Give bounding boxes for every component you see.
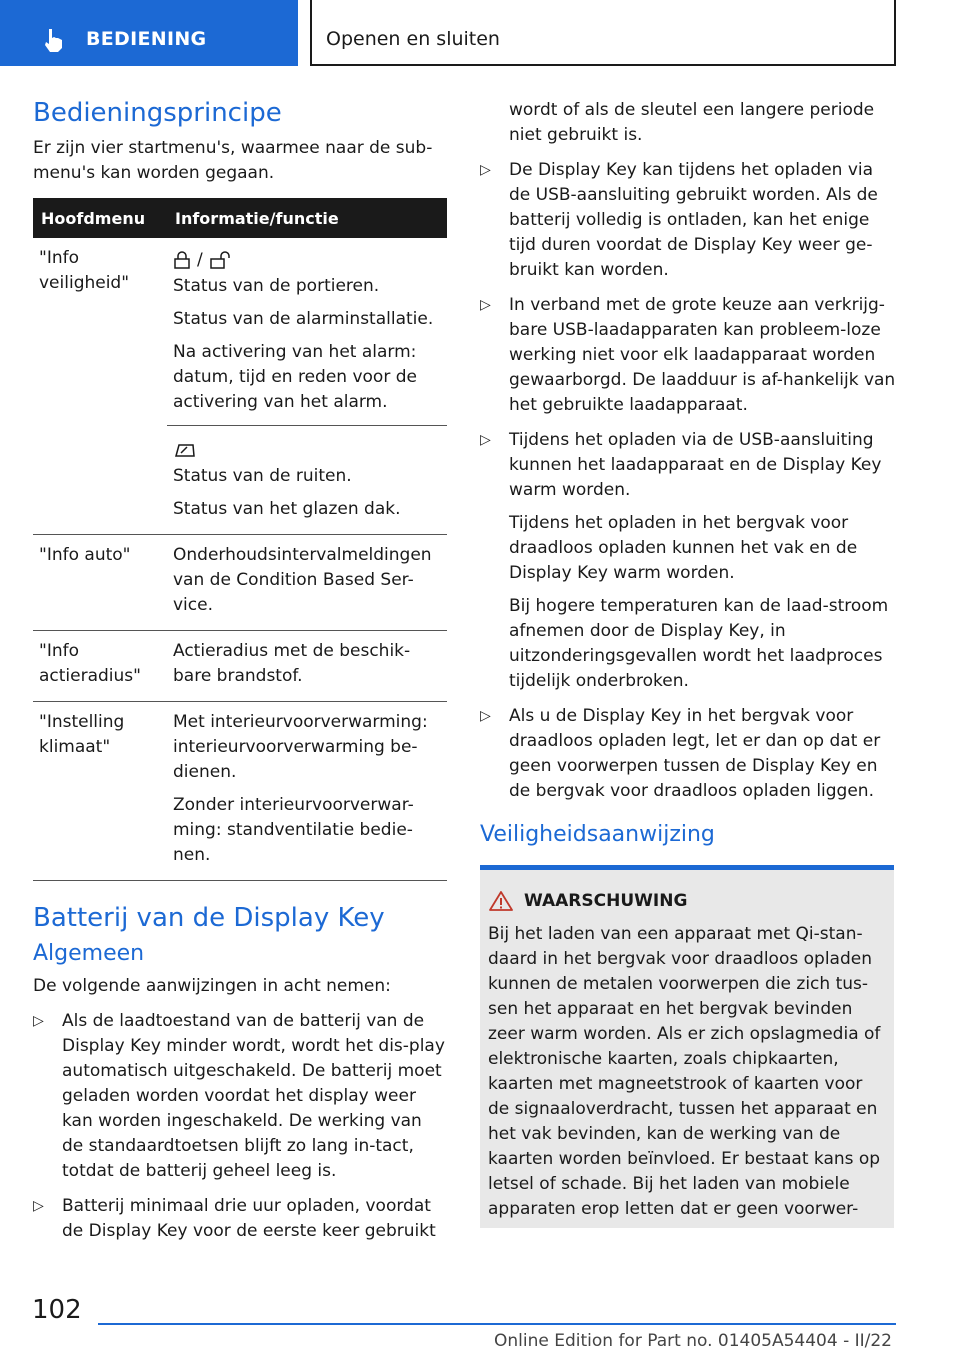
- list-item: ▷ De Display Key kan tijdens het opladen via de USB-aansluiting gebruikt worden. Als de batterij volledig is ontladen, kan het enige tijd duren voordat de Display Key weer ge-bruikt kan worden.: [480, 158, 896, 283]
- list-item: ▷ Tijdens het opladen via de USB-aansluiting kunnen het laadapparaat en de Display Key warm worden. Tijdens het opladen in het bergvak voor draadloos opladen kunnen het vak en de Display Key warm worden. Bij hogere temperaturen kan de laad-stroom afnemen door de Display Key, in uitzonderingsgevallen wordt het laadproces tijdelijk onderbroken.: [480, 428, 896, 694]
- continuation-text: wordt of als de sleutel een langere periode niet gebruikt is.: [509, 100, 875, 145]
- list-item: ▷ Als de laadtoestand van de batterij van de Display Key minder wordt, wordt het dis-play automatisch uitgeschakeld. De batterij moet geladen worden voordat het display weer kan worden ingeschakeld. De werking van de standaardtoetsen blijft zo lang in-tact, totdat de batterij geheel leeg is.: [33, 1009, 447, 1184]
- car-window-icon: [173, 440, 197, 460]
- window-status-block: [167, 425, 447, 522]
- list-item: ▷ In verband met de grote keuze aan verkrijg-bare USB-laadapparaten kan probleem-loze werking niet voor elk laadapparaat worden gewaarborgd. De laadduur is af-hankelijk van het gebruikte laadapparaat.: [480, 293, 896, 418]
- left-column: [33, 98, 447, 1254]
- lock-open-icon: [209, 251, 231, 269]
- table-cell-info: [167, 238, 447, 535]
- info-line: Status van de alarminstallatie.: [173, 309, 434, 329]
- table-cell-menu: "Info actieradius": [33, 631, 167, 702]
- menu-table: [33, 198, 447, 881]
- chapter-title: Openen en sluiten: [326, 28, 500, 50]
- list-item: ▷ Batterij minimaal drie uur opladen, voordat de Display Key voor de eerste keer gebruikt: [33, 1194, 447, 1244]
- warning-title-row: [488, 890, 886, 912]
- table-cell-menu: "Instelling klimaat": [33, 702, 167, 881]
- table-header-row: [33, 198, 447, 238]
- warning-triangle-icon: [488, 890, 514, 912]
- table-cell-menu: "Info auto": [33, 535, 167, 631]
- intro-text: Er zijn vier startmenu's, waarmee naar de sub-menu's kan worden gegaan.: [33, 138, 433, 183]
- page-number: 102: [32, 1295, 82, 1325]
- info-line: Na activering van het alarm: datum, tijd en reden voor de activering van het alarm.: [173, 342, 417, 412]
- info-line: Zonder interieurvoorverwar-ming: standventilatie bedie-nen.: [173, 795, 414, 865]
- chapter-header: [312, 0, 896, 66]
- section-title: BEDIENING: [86, 28, 207, 50]
- heading-bedieningsprincipe: Bedieningsprincipe: [33, 98, 282, 128]
- edition-text: Online Edition for Part no. 01405A54404 - II/22: [493, 1331, 892, 1351]
- hand-pointer-icon: [40, 26, 68, 54]
- list-item-continuation: Bij hogere temperaturen kan de laad-stroom afnemen door de Display Key, in uitzonderingsgevallen wordt het laadproces tijdelijk onderbroken.: [509, 596, 889, 691]
- intro-text-2: De volgende aanwijzingen in acht nemen:: [33, 976, 391, 996]
- table-row: [33, 631, 447, 702]
- bullet-list: [33, 1009, 447, 1244]
- info-line: Onderhoudsintervalmeldingen van de Condition Based Ser-vice.: [173, 545, 432, 615]
- icon-separator: /: [197, 249, 203, 270]
- info-line: Status van de ruiten.: [173, 466, 352, 486]
- info-line: Actieradius met de beschik-bare brandstof.: [173, 641, 411, 686]
- info-line: Status van het glazen dak.: [173, 499, 401, 519]
- table-cell-info: [167, 702, 447, 881]
- info-line: Status van de portieren.: [173, 276, 380, 296]
- info-line: Met interieurvoorverwarming: interieurvoorverwarming be-dienen.: [173, 712, 428, 782]
- section-tab: [0, 0, 298, 66]
- bullet-list: [480, 158, 896, 804]
- door-status-icons: [173, 246, 441, 274]
- list-item-continuation: Tijdens het opladen in het bergvak voor draadloos opladen kunnen het vak en de Display Key warm worden.: [509, 513, 858, 583]
- warning-text: Bij het laden van een apparaat met Qi-stan-daard in het bergvak voor draadloos opladen kunnen de metalen voorwerpen die zich tus-sen het apparaat en het bergvak bevinden zeer warm worden. Als er zich opslagmedia of elektronische kaarten, zoals chipkaarten, kaarten met magneetstrook of kaarten voor de signaaloverdracht, tussen het apparaat en het vak bevinden, kan de werking van de kaarten worden beïnvloed. Er bestaat kans op letsel of schade. Bij het laden van mobiele apparaten erop letten dat er geen voorwer-: [488, 924, 881, 1219]
- table-header-info: Informatie/functie: [167, 198, 447, 238]
- lock-closed-icon: [173, 251, 191, 269]
- table-row: [33, 702, 447, 881]
- warning-title: WAARSCHUWING: [524, 891, 688, 911]
- table-row: [33, 238, 447, 535]
- right-column: [480, 98, 896, 1228]
- footer: [98, 1323, 896, 1355]
- heading-algemeen: Algemeen: [33, 941, 145, 966]
- table-cell-info: [167, 535, 447, 631]
- heading-veiligheid: Veiligheidsaanwijzing: [480, 822, 715, 847]
- table-cell-info: [167, 631, 447, 702]
- heading-batterij: Batterij van de Display Key: [33, 903, 385, 933]
- table-header-menu: Hoofdmenu: [33, 198, 167, 238]
- warning-box: [480, 865, 894, 1228]
- table-cell-menu: "Info veiligheid": [33, 238, 167, 535]
- table-row: [33, 535, 447, 631]
- list-item: ▷ Als u de Display Key in het bergvak voor draadloos opladen legt, let er dan op dat er geen voorwerpen tussen de Display Key en de bergvak voor draadloos opladen liggen.: [480, 704, 896, 804]
